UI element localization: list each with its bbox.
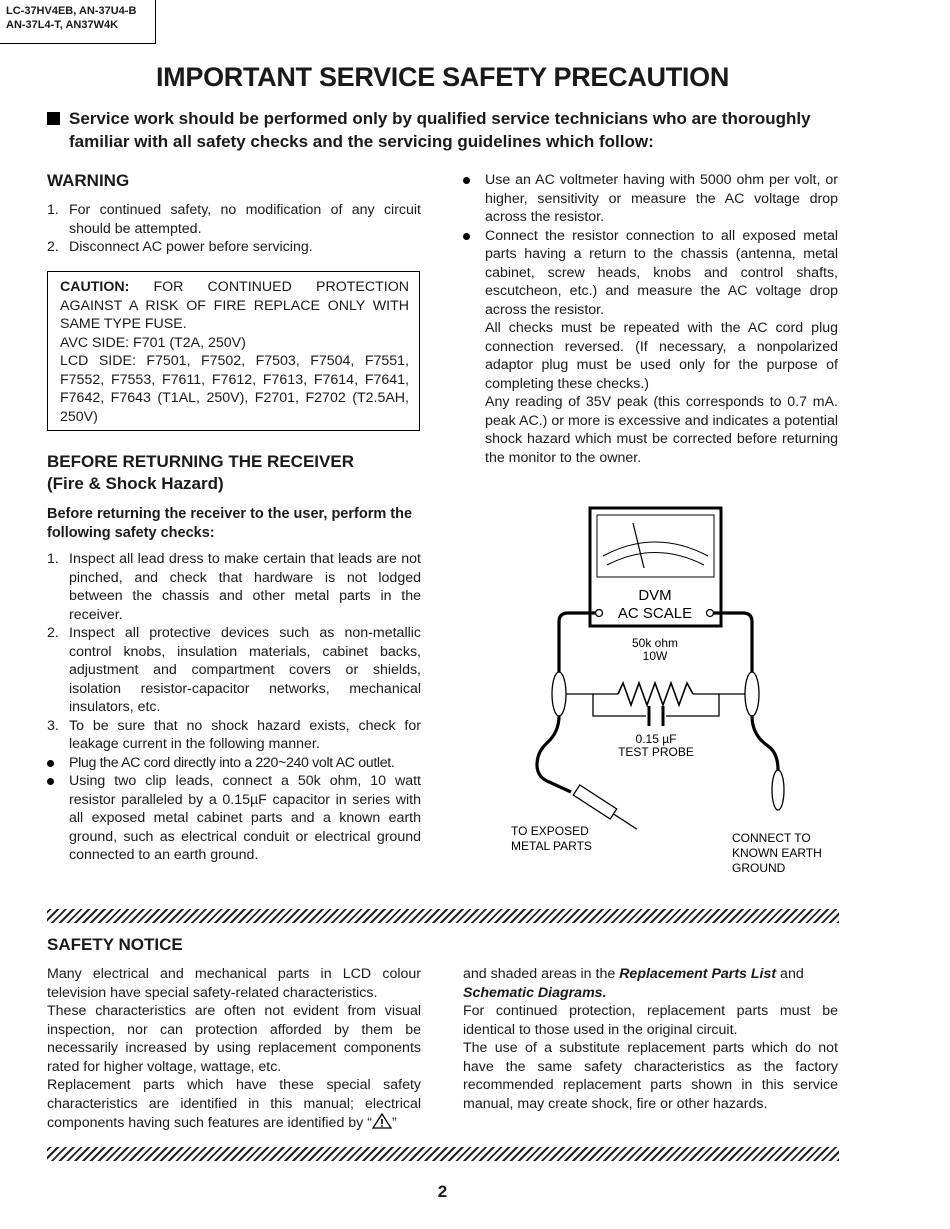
item-text: Inspect all lead dress to make certain that leads are not pinched, and check that hardware is not lodged between the chassis and other metal parts in the receiver. (69, 551, 421, 623)
list-item (47, 201, 421, 238)
item-text: For continued safety, no modification of any circuit should be attempted. (69, 202, 421, 237)
safety-notice-paragraph-5: For continued protection, replacement parts must be identical to those used in the original circuit. (463, 1003, 838, 1038)
item-text: Plug the AC cord directly into a 220~240 volt AC outlet. (69, 754, 395, 771)
meter-label-1: DVM (638, 587, 672, 604)
dvm-meter (590, 508, 721, 626)
item-number: 1. (47, 551, 59, 567)
warning-triangle-icon (372, 1113, 392, 1129)
caution-text: FOR CONTINUED PROTECTION AGAINST A RISK OF FIRE REPLACE ONLY WITH SAME TYPE FUSE. (60, 279, 409, 332)
earth-ground-label-3: GROUND (732, 861, 786, 875)
safety-notice-heading: SAFETY NOTICE (47, 935, 183, 954)
item-text: Inspect all protective devices such as non-metallic control knobs, insulation materials, cabinet backs, adjustment and compartment covers or shields, isolation resistor-capacitor networks, mechanical insulators, etc. (69, 625, 421, 715)
replacement-parts-list-ref: Replacement Parts List (619, 966, 777, 982)
before-returning-subheading: Before returning the receiver to the user, perform the following safety checks: (47, 506, 413, 541)
safety-notice-paragraph-1: Many electrical and mechanical parts in LCD colour television have special safety-related characteristics. (47, 966, 421, 1001)
leakage-test-diagram (500, 500, 840, 890)
hatched-divider-bottom (47, 1147, 839, 1161)
item-number: 3. (47, 717, 59, 734)
list-item (463, 227, 838, 320)
schematic-diagrams-ref: Schematic Diagrams. (463, 984, 607, 1001)
caution-avc-side: AVC SIDE: F701 (T2A, 250V) (60, 334, 246, 351)
bullet-dot-icon (463, 177, 470, 184)
list-item (47, 238, 421, 257)
test-probe-label: TEST PROBE (618, 745, 694, 759)
quote-close: ” (391, 1115, 397, 1131)
meter-bullets (463, 171, 838, 319)
intro-text: Service work should be performed only by qualified service technicians who are thoroughly familiar with all safety checks and the servicing guidelines which follow: (69, 109, 811, 151)
item-text: Using two clip leads, connect a 50k ohm, 10 watt resistor paralleled by a 0.15µF capacitor in series with all exposed metal cabinet parts and a known earth ground, such as electrical conduit or electrical ground connected to an earth ground. (69, 773, 421, 863)
resistor-label-1: 50k ohm (631, 636, 679, 650)
square-bullet-icon (47, 112, 60, 125)
list-item (47, 624, 421, 717)
resistor-symbol (618, 683, 693, 705)
exposed-metal-label-1: TO EXPOSED (511, 824, 589, 838)
page-title: IMPORTANT SERVICE SAFETY PRECAUTION (155, 62, 730, 92)
before-returning-heading (47, 451, 421, 495)
paragraph-text: and (776, 966, 804, 982)
earth-ground-label-1: CONNECT TO (732, 831, 811, 845)
paragraph-text: and shaded areas in the (463, 966, 620, 982)
meter-terminal-left (596, 610, 603, 617)
bullet-dot-icon (47, 760, 54, 767)
reading-limit-paragraph: Any reading of 35V peak (this corresponds to 0.7 mA. peak AC.) or more is excessive and indicates a potential shock hazard which must be corrected before returning the monitor to the owner. (485, 394, 838, 466)
item-text: Use an AC voltmeter having with 5000 ohm per volt, or higher, sensitivity or measure the AC voltage drop across the resistor. (485, 172, 838, 225)
safety-check-list (47, 550, 421, 754)
earth-ground-label-2: KNOWN EARTH (732, 846, 822, 860)
safety-notice-section (47, 934, 421, 1133)
warning-list (47, 201, 421, 257)
caution-lcd-side: LCD SIDE: F7501, F7502, F7503, F7504, F7551, F7552, F7553, F7611, F7612, F7613, F7614, F7641, F7642, F7643 (T1AL, 250V), F2701, F2702 (T2.5AH, 250V) (60, 353, 409, 425)
caution-statement (60, 278, 409, 334)
page-number: 2 (437, 1182, 448, 1201)
model-number-box (0, 0, 156, 44)
hatched-divider-top (47, 909, 839, 923)
safety-notice-paragraph-2: These characteristics are often not evident from visual inspection, nor can protection afforded by them be necessarily increased by using replacement components rated for higher voltage, wattage, etc. (47, 1003, 421, 1075)
warning-heading: WARNING (47, 171, 130, 190)
list-item (47, 772, 421, 865)
model-line-1: LC-37HV4EB, AN-37U4-B (6, 5, 137, 17)
safety-notice-paragraph-6: The use of a substitute replacement parts which do not have the same safety characteristics as the factory recommended replacement parts shown in this service manual, may create shock, fire or other hazards. (463, 1040, 838, 1112)
list-item (47, 717, 421, 754)
heading-line-1: BEFORE RETURNING THE RECEIVER (47, 452, 354, 471)
caution-box (47, 271, 420, 431)
ground-clip (772, 770, 784, 810)
list-item (47, 754, 421, 773)
heading-line-2: (Fire & Shock Hazard) (47, 474, 224, 493)
before-returning-section (47, 451, 421, 865)
meter-label-2: AC SCALE (617, 605, 693, 622)
meter-terminal-right (707, 610, 714, 617)
safety-notice-paragraph-4 (463, 965, 838, 1002)
bullet-dot-icon (47, 778, 54, 785)
item-number: 1. (47, 202, 59, 218)
intro-statement (47, 107, 847, 153)
warning-section (47, 170, 421, 257)
exposed-metal-label-2: METAL PARTS (511, 839, 592, 853)
item-text: Connect the resistor connection to all exposed metal parts having a return to the chassis (antenna, metal cabinet, screw heads, knobs and control shafts, escutcheon, etc.) and measure the AC voltage drop across the resistor. (485, 227, 838, 318)
list-item (47, 550, 421, 624)
right-column-checks (463, 171, 838, 467)
item-number: 2. (47, 625, 59, 641)
item-text: Disconnect AC power before servicing. (69, 239, 313, 255)
leakage-bullets (47, 754, 421, 865)
item-text: To be sure that no shock hazard exists, check for leakage current in the following manner. (69, 717, 421, 752)
paragraph-text: Replacement parts which have these special safety characteristics are identified in this manual; electrical components having such features are identified by “ (47, 1077, 421, 1131)
capacitor-label: 0.15 µF (635, 732, 677, 746)
list-item (463, 171, 838, 227)
safety-notice-paragraph-3 (47, 1076, 421, 1133)
repeat-checks-paragraph: All checks must be repeated with the AC cord plug connection reversed. (If necessary, a nonpolarized adaptor plug must be used only for the purpose of completing these checks.) (485, 320, 838, 392)
safety-notice-right (463, 965, 838, 1113)
model-line-2: AN-37L4-T, AN37W4K (6, 19, 119, 31)
item-number: 2. (47, 239, 59, 255)
caution-label: CAUTION: (60, 279, 130, 295)
resistor-label-2: 10W (642, 649, 668, 663)
bullet-dot-icon (463, 233, 470, 240)
